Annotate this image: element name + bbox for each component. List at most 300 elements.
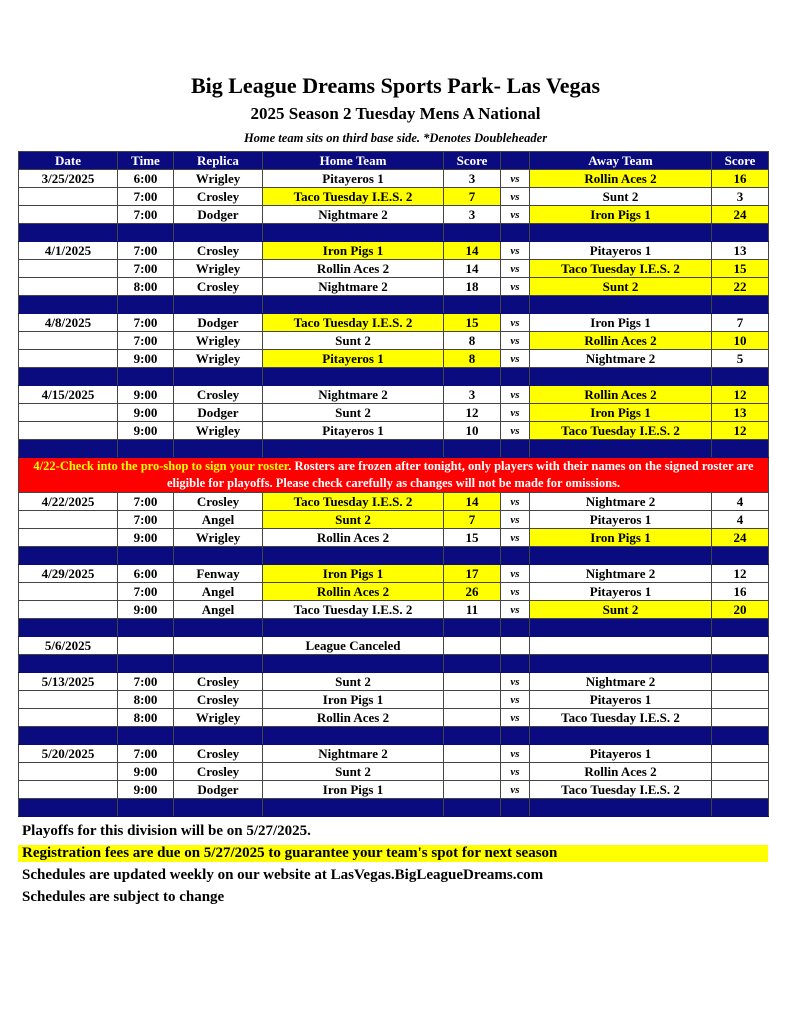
away-score-cell: 22: [712, 278, 769, 296]
vs-cell: vs: [501, 404, 530, 422]
away-team-cell: Nightmare 2: [530, 565, 712, 583]
separator-cell: [530, 655, 712, 673]
away-team-cell: Sunt 2: [530, 601, 712, 619]
time-cell: 9:00: [118, 601, 174, 619]
separator-cell: [118, 547, 174, 565]
separator-cell: [530, 440, 712, 458]
table-row: [19, 709, 769, 727]
vs-cell: vs: [501, 709, 530, 727]
vs-cell: vs: [501, 278, 530, 296]
page-subtitle: 2025 Season 2 Tuesday Mens A National: [250, 104, 541, 123]
notice-text: . Rosters are frozen after tonight, only players with their names on the signed roster are eligible for playoffs. Please check carefully as changes will not be made for omissions.: [166, 459, 754, 490]
replica-cell: Dodger: [174, 206, 263, 224]
col-time: Time: [118, 152, 174, 170]
separator-cell: [19, 619, 118, 637]
home-team-cell: Taco Tuesday I.E.S. 2: [263, 188, 444, 206]
footer-registration: Registration fees are due on 5/27/2025 to guarantee your team's spot for next season: [18, 845, 768, 862]
away-team-cell: Nightmare 2: [530, 673, 712, 691]
separator-cell: [118, 619, 174, 637]
time-cell: 9:00: [118, 422, 174, 440]
table-row: [19, 278, 769, 296]
away-team-cell: Sunt 2: [530, 278, 712, 296]
replica-cell: Dodger: [174, 314, 263, 332]
away-score-cell: 16: [712, 170, 769, 188]
time-cell: 7:00: [118, 206, 174, 224]
replica-cell: Wrigley: [174, 170, 263, 188]
date-cell: [19, 709, 118, 727]
col-replica: Replica: [174, 152, 263, 170]
away-team-cell: Pitayeros 1: [530, 745, 712, 763]
date-cell: [19, 260, 118, 278]
col-vs: [501, 152, 530, 170]
time-cell: 8:00: [118, 709, 174, 727]
vs-cell: vs: [501, 493, 530, 511]
away-score-cell: 12: [712, 565, 769, 583]
separator-cell: [712, 368, 769, 386]
date-cell: [19, 278, 118, 296]
replica-cell: Angel: [174, 601, 263, 619]
score-cell: [444, 637, 501, 655]
away-score-cell: 15: [712, 260, 769, 278]
table-row: [19, 637, 769, 655]
away-score-cell: 3: [712, 188, 769, 206]
separator-cell: [501, 296, 530, 314]
separator-cell: [174, 619, 263, 637]
away-score-cell: [712, 709, 769, 727]
separator-cell: [118, 799, 174, 817]
home-team-cell: Taco Tuesday I.E.S. 2: [263, 314, 444, 332]
time-cell: 6:00: [118, 565, 174, 583]
home-team-cell: Rollin Aces 2: [263, 260, 444, 278]
replica-cell: Crosley: [174, 278, 263, 296]
separator-cell: [263, 547, 444, 565]
away-score-cell: 12: [712, 422, 769, 440]
vs-cell: vs: [501, 601, 530, 619]
separator-cell: [19, 799, 118, 817]
separator-cell: [501, 655, 530, 673]
date-cell: 3/25/2025: [19, 170, 118, 188]
time-cell: 7:00: [118, 188, 174, 206]
time-cell: 9:00: [118, 763, 174, 781]
header-row: [19, 152, 769, 170]
home-score-cell: 10: [444, 422, 501, 440]
separator-cell: [712, 655, 769, 673]
away-team-cell: Pitayeros 1: [530, 691, 712, 709]
time-cell: 6:00: [118, 170, 174, 188]
replica-cell: Crosley: [174, 673, 263, 691]
home-score-cell: 11: [444, 601, 501, 619]
home-team-note: Home team sits on third base side. *Denotes Doubleheader: [243, 131, 548, 145]
time-cell: 7:00: [118, 332, 174, 350]
away-team-cell: Taco Tuesday I.E.S. 2: [530, 709, 712, 727]
home-score-cell: 3: [444, 206, 501, 224]
separator-cell: [444, 296, 501, 314]
separator-cell: [174, 224, 263, 242]
separator-cell: [174, 799, 263, 817]
home-team-cell: Nightmare 2: [263, 206, 444, 224]
separator-cell: [174, 727, 263, 745]
replica-cell: Angel: [174, 511, 263, 529]
home-score-cell: 12: [444, 404, 501, 422]
replica-cell: Angel: [174, 583, 263, 601]
away-score-cell: 4: [712, 511, 769, 529]
separator-cell: [530, 368, 712, 386]
away-score-cell: 10: [712, 332, 769, 350]
separator-cell: [444, 727, 501, 745]
separator-cell: [712, 727, 769, 745]
vs-cell: vs: [501, 583, 530, 601]
vs-cell: vs: [501, 260, 530, 278]
home-team-cell: Iron Pigs 1: [263, 565, 444, 583]
separator-cell: [530, 799, 712, 817]
home-score-cell: [444, 673, 501, 691]
table-row: [19, 529, 769, 547]
vs-cell: vs: [501, 511, 530, 529]
vs-cell: vs: [501, 350, 530, 368]
away-score-cell: 7: [712, 314, 769, 332]
separator-cell: [263, 296, 444, 314]
separator-cell: [712, 224, 769, 242]
separator-cell: [501, 727, 530, 745]
home-score-cell: 8: [444, 332, 501, 350]
table-row: [19, 691, 769, 709]
separator-cell: [501, 368, 530, 386]
time-cell: [118, 637, 174, 655]
replica-cell: Wrigley: [174, 529, 263, 547]
date-cell: [19, 529, 118, 547]
separator-cell: [444, 799, 501, 817]
separator-cell: [501, 440, 530, 458]
date-cell: [19, 188, 118, 206]
separator-cell: [263, 799, 444, 817]
separator-cell: [712, 296, 769, 314]
date-cell: [19, 332, 118, 350]
time-cell: 9:00: [118, 350, 174, 368]
col-away-score: Score: [712, 152, 769, 170]
home-team-cell: Iron Pigs 1: [263, 242, 444, 260]
home-score-cell: [444, 763, 501, 781]
separator-cell: [530, 547, 712, 565]
replica-cell: Crosley: [174, 691, 263, 709]
away-team-cell: Taco Tuesday I.E.S. 2: [530, 260, 712, 278]
vs-cell: vs: [501, 781, 530, 799]
home-score-cell: 15: [444, 529, 501, 547]
footer-playoffs: Playoffs for this division will be on 5/27/2025.: [22, 823, 311, 839]
date-cell: 5/6/2025: [19, 637, 118, 655]
separator-cell: [263, 619, 444, 637]
separator-cell: [174, 547, 263, 565]
replica-cell: [174, 637, 263, 655]
separator-cell: [19, 368, 118, 386]
away-score-cell: [712, 781, 769, 799]
home-score-cell: 18: [444, 278, 501, 296]
away-team-cell: Rollin Aces 2: [530, 332, 712, 350]
separator-cell: [19, 547, 118, 565]
home-team-cell: Pitayeros 1: [263, 422, 444, 440]
vs-cell: [501, 637, 530, 655]
date-cell: [19, 601, 118, 619]
replica-cell: Wrigley: [174, 709, 263, 727]
week-separator: [19, 799, 769, 817]
footer-website: Schedules are updated weekly on our website at LasVegas.BigLeagueDreams.com: [22, 867, 544, 883]
date-cell: [19, 511, 118, 529]
vs-cell: vs: [501, 691, 530, 709]
separator-cell: [118, 296, 174, 314]
away-score-cell: 24: [712, 206, 769, 224]
table-row: [19, 673, 769, 691]
separator-cell: [501, 799, 530, 817]
home-score-cell: 14: [444, 242, 501, 260]
vs-cell: vs: [501, 314, 530, 332]
date-cell: 5/20/2025: [19, 745, 118, 763]
home-team-cell: Sunt 2: [263, 673, 444, 691]
away-team-cell: Iron Pigs 1: [530, 404, 712, 422]
time-cell: 7:00: [118, 673, 174, 691]
separator-cell: [444, 619, 501, 637]
replica-cell: Crosley: [174, 188, 263, 206]
replica-cell: Fenway: [174, 565, 263, 583]
separator-cell: [19, 727, 118, 745]
away-team-cell: Sunt 2: [530, 188, 712, 206]
away-team-cell: Rollin Aces 2: [530, 386, 712, 404]
home-team-cell: Nightmare 2: [263, 745, 444, 763]
away-team-cell: Iron Pigs 1: [530, 529, 712, 547]
schedule-table: [18, 151, 769, 817]
vs-cell: vs: [501, 565, 530, 583]
table-row: [19, 170, 769, 188]
separator-cell: [19, 655, 118, 673]
vs-cell: vs: [501, 332, 530, 350]
home-score-cell: 7: [444, 188, 501, 206]
vs-cell: vs: [501, 206, 530, 224]
away-score-cell: 16: [712, 583, 769, 601]
away-team-cell: Taco Tuesday I.E.S. 2: [530, 422, 712, 440]
home-score-cell: 17: [444, 565, 501, 583]
vs-cell: vs: [501, 529, 530, 547]
separator-cell: [19, 440, 118, 458]
away-team-cell: Pitayeros 1: [530, 242, 712, 260]
replica-cell: Wrigley: [174, 332, 263, 350]
vs-cell: vs: [501, 170, 530, 188]
time-cell: 9:00: [118, 386, 174, 404]
separator-cell: [19, 224, 118, 242]
home-team-cell: Pitayeros 1: [263, 350, 444, 368]
time-cell: 7:00: [118, 745, 174, 763]
date-cell: [19, 422, 118, 440]
col-away-team: Away Team: [530, 152, 712, 170]
replica-cell: Crosley: [174, 745, 263, 763]
away-team-cell: Nightmare 2: [530, 350, 712, 368]
home-team-cell: Sunt 2: [263, 511, 444, 529]
score-cell: [712, 637, 769, 655]
table-row: [19, 386, 769, 404]
time-cell: 9:00: [118, 529, 174, 547]
home-score-cell: [444, 709, 501, 727]
separator-cell: [530, 296, 712, 314]
date-cell: [19, 350, 118, 368]
home-team-cell: Nightmare 2: [263, 386, 444, 404]
roster-notice-row: [19, 458, 769, 493]
table-row: [19, 763, 769, 781]
col-home-score: Score: [444, 152, 501, 170]
week-separator: [19, 619, 769, 637]
table-row: [19, 601, 769, 619]
away-team-cell: Rollin Aces 2: [530, 170, 712, 188]
table-row: [19, 314, 769, 332]
separator-cell: [501, 619, 530, 637]
vs-cell: vs: [501, 188, 530, 206]
date-cell: 4/8/2025: [19, 314, 118, 332]
col-home-team: Home Team: [263, 152, 444, 170]
vs-cell: vs: [501, 673, 530, 691]
footer-disclaimer: Schedules are subject to change: [22, 889, 225, 905]
separator-cell: [501, 547, 530, 565]
separator-cell: [444, 547, 501, 565]
separator-cell: [263, 655, 444, 673]
table-row: [19, 583, 769, 601]
home-score-cell: [444, 691, 501, 709]
home-team-cell: Rollin Aces 2: [263, 583, 444, 601]
away-score-cell: [712, 763, 769, 781]
separator-cell: [263, 368, 444, 386]
away-score-cell: 12: [712, 386, 769, 404]
home-team-cell: Sunt 2: [263, 763, 444, 781]
away-score-cell: 5: [712, 350, 769, 368]
canceled-cell: League Canceled: [263, 637, 444, 655]
away-score-cell: [712, 745, 769, 763]
table-row: [19, 242, 769, 260]
separator-cell: [263, 440, 444, 458]
separator-cell: [118, 655, 174, 673]
home-score-cell: 15: [444, 314, 501, 332]
home-score-cell: 14: [444, 260, 501, 278]
date-cell: [19, 404, 118, 422]
home-team-cell: Rollin Aces 2: [263, 529, 444, 547]
away-team-cell: Pitayeros 1: [530, 583, 712, 601]
table-row: [19, 422, 769, 440]
home-score-cell: 8: [444, 350, 501, 368]
home-team-cell: Rollin Aces 2: [263, 709, 444, 727]
table-row: [19, 511, 769, 529]
time-cell: 7:00: [118, 511, 174, 529]
home-team-cell: Nightmare 2: [263, 278, 444, 296]
separator-cell: [19, 296, 118, 314]
time-cell: 9:00: [118, 404, 174, 422]
date-cell: [19, 583, 118, 601]
home-score-cell: 3: [444, 170, 501, 188]
date-cell: [19, 781, 118, 799]
away-team-cell: Taco Tuesday I.E.S. 2: [530, 781, 712, 799]
separator-cell: [174, 296, 263, 314]
date-cell: 5/13/2025: [19, 673, 118, 691]
separator-cell: [444, 368, 501, 386]
table-row: [19, 404, 769, 422]
separator-cell: [444, 655, 501, 673]
separator-cell: [501, 224, 530, 242]
replica-cell: Dodger: [174, 404, 263, 422]
time-cell: 7:00: [118, 493, 174, 511]
week-separator: [19, 368, 769, 386]
home-score-cell: 7: [444, 511, 501, 529]
replica-cell: Dodger: [174, 781, 263, 799]
away-team-cell: Pitayeros 1: [530, 511, 712, 529]
away-score-cell: 13: [712, 242, 769, 260]
week-separator: [19, 296, 769, 314]
away-score-cell: 20: [712, 601, 769, 619]
table-row: [19, 260, 769, 278]
home-team-cell: Iron Pigs 1: [263, 691, 444, 709]
table-row: [19, 206, 769, 224]
table-row: [19, 781, 769, 799]
notice-highlight: Check into the pro-shop to sign your roster: [59, 459, 289, 473]
separator-cell: [444, 440, 501, 458]
replica-cell: Wrigley: [174, 422, 263, 440]
vs-cell: vs: [501, 422, 530, 440]
away-team-cell: Iron Pigs 1: [530, 314, 712, 332]
home-team-cell: Sunt 2: [263, 332, 444, 350]
table-row: [19, 350, 769, 368]
vs-cell: vs: [501, 763, 530, 781]
vs-cell: vs: [501, 242, 530, 260]
week-separator: [19, 655, 769, 673]
time-cell: 9:00: [118, 781, 174, 799]
replica-cell: Wrigley: [174, 260, 263, 278]
home-team-cell: Pitayeros 1: [263, 170, 444, 188]
replica-cell: Crosley: [174, 242, 263, 260]
replica-cell: Crosley: [174, 763, 263, 781]
home-score-cell: [444, 781, 501, 799]
week-separator: [19, 547, 769, 565]
table-row: [19, 493, 769, 511]
replica-cell: Wrigley: [174, 350, 263, 368]
separator-cell: [712, 799, 769, 817]
separator-cell: [174, 440, 263, 458]
home-team-cell: Taco Tuesday I.E.S. 2: [263, 493, 444, 511]
separator-cell: [444, 224, 501, 242]
away-team-cell: Iron Pigs 1: [530, 206, 712, 224]
away-score-cell: [712, 691, 769, 709]
separator-cell: [263, 727, 444, 745]
date-cell: 4/1/2025: [19, 242, 118, 260]
roster-notice: [19, 458, 769, 493]
date-cell: [19, 206, 118, 224]
separator-cell: [530, 727, 712, 745]
week-separator: [19, 727, 769, 745]
away-score-cell: 4: [712, 493, 769, 511]
separator-cell: [118, 440, 174, 458]
separator-cell: [530, 619, 712, 637]
date-cell: [19, 691, 118, 709]
separator-cell: [530, 224, 712, 242]
week-separator: [19, 224, 769, 242]
vs-cell: vs: [501, 386, 530, 404]
replica-cell: Crosley: [174, 493, 263, 511]
notice-prefix: 4/22-: [33, 459, 60, 473]
date-cell: 4/29/2025: [19, 565, 118, 583]
separator-cell: [118, 727, 174, 745]
time-cell: 7:00: [118, 260, 174, 278]
table-row: [19, 188, 769, 206]
vs-cell: vs: [501, 745, 530, 763]
table-row: [19, 332, 769, 350]
away-team-cell: Rollin Aces 2: [530, 763, 712, 781]
week-separator: [19, 440, 769, 458]
separator-cell: [712, 619, 769, 637]
home-score-cell: [444, 745, 501, 763]
home-score-cell: 26: [444, 583, 501, 601]
home-score-cell: 3: [444, 386, 501, 404]
away-score-cell: 13: [712, 404, 769, 422]
